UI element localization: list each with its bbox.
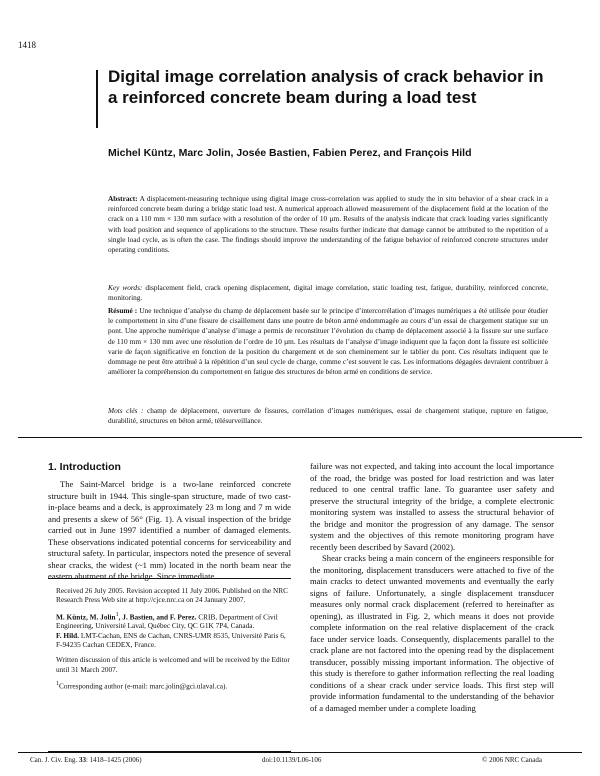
footer-divider [18,752,582,753]
paper-title: Digital image correlation analysis of crack behavior in a reinforced concrete beam during a load test [108,67,544,107]
received-note: Received 26 July 2005. Revision accepted 11 July 2006. Published on the NRC Research Press Web site at http://cjce.nrc.ca on 24 January 2007. [56,586,288,605]
affiliation-1-names: M. Küntz, M. Jolin [56,612,116,622]
body-column-left [48,479,291,583]
keywords-text: displacement field, crack opening displacement, digital image correlation, static loading test, fatigue, durability, reinforced concrete, monitoring. [108,283,548,303]
keywords [108,283,548,303]
section-heading: 1. Introduction [48,461,121,473]
mots-cles [108,406,548,426]
corresponding-text: Corresponding author (e-mail: marc.jolin@gci.ulaval.ca). [59,681,228,691]
resume-label: Résumé : [108,306,138,315]
resume-text: Une technique d’analyse du champ de déplacement basée sur le principe d’intercorrélation d’images numériques a été utilisée pour étudier le comportement in situ d’une fissure de cisaillement dans une poutre de béton armé endommagée au cours d’un essai de chargement statique sur un pont. Une approche numérique d’analyse d’image a permis de reconstituer l’évolution du champ de déplacement associé à la fissure sur une surface de 110 mm × 130 mm avec une résolution de l’ordre de 10 µm. Les résultats de l’analyse d’image indiquent que la façon dont la fissure est sollicitée varie de façon significative en fonction de la position du chargement et de son cheminement sur le tablier du pont. Ces résultats indiquent que le dommage ne peut être attribué à la répétition d’un seul cycle de charge, comme c’est souvent le cas. Les informations dégagées devraient contribuer à améliorer la compréhension du comportement en fatigue des structures de béton armé en conditions de service. [108,306,548,377]
keywords-label: Key words: [108,283,143,292]
body-column-right [310,461,554,714]
footnote-box [48,578,291,752]
abstract-text: A displacement-measuring technique using digital image cross-correlation was applied to study the in situ behavior of a shear crack in a reinforced concrete beam during a bridge static load test. A numerical approach allowed measurement of the displacement field at the location of the crack on a 110 mm × 130 mm surface with a resolution of the order of 10 µm. Results of the analysis indicate that crack loading varies significantly with load position and sequence of applications to the structure. These results further indicate that damage cannot be attributed to the repetition of a single load cycle, as is often the case. The findings should improve the understanding of the fatigue behavior of reinforced concrete structures under operating conditions. [108,194,548,255]
footer-journal [30,756,142,764]
journal-pages: : 1418–1425 (2006) [85,756,142,764]
paragraph: Shear cracks being a main concern of the engineers responsible for the monitoring, displacement transducers were attached to five of the main cracks to detect unwanted movements and eventually the early signs of failure. Unfortunately, a single displacement transducer measures only normal crack displacement (referred to hereinafter as opening), as illustrated in Fig. 2, which means it does not provide complete information on the real relative displacement of the crack face under service loads. Consequently, displacements parallel to the crack plane are not factored into the opening read by the displacement transducer, possibly missing important information. The objective of this study is therefore to gather information reflecting the real loading conditions of a shear crack under service loads. This first step will provide information fundamental to the understanding of the behavior of a damaged member under a complete loading [310,553,554,713]
affiliation-1-names-cont: , J. Bastien, and F. Perez. [118,612,197,622]
footer-copyright: © 2006 NRC Canada [482,756,542,764]
abstract-label: Abstract: [108,194,138,203]
affiliation-2 [56,631,291,650]
affiliation-1-text: CRIB, Department of Civil Engineering, Université Laval, Québec City, QC G1K 7P4, Canada. [56,612,278,631]
affiliation-1-sup: 1 [115,611,119,618]
affiliation-2-text: LMT-Cachan, ENS de Cachan, CNRS-UMR 8535, Université Paris 6, F-94235 Cachan CEDEX, France. [56,630,286,649]
mots-cles-label: Mots clés : [108,406,144,415]
affiliation-2-names: F. Hild. [56,630,80,640]
corresponding-author [56,680,291,691]
footer-doi: doi:10.1139/L06-106 [262,756,322,764]
section-divider [18,437,582,438]
discussion-note: Written discussion of this article is welcomed and will be received by the Editor until 31 March 2007. [56,655,290,674]
author-list: Michel Küntz, Marc Jolin, Josée Bastien, Fabien Perez, and François Hild [108,147,472,159]
journal-volume: 33 [78,756,86,764]
paragraph: The Saint-Marcel bridge is a two-lane reinforced concrete structure built in 1944. This single-span structure, made of two cast-in-place beams and a deck, is approximately 23 m long and 7 m wide and presents a skew of 56° (Fig. 1). A visual inspection of the bridge carried out in June 1997 identified a number of damaged elements. These observations indicated potential concerns for serviceability and structural safety. In particular, inspectors noted the presence of several shear cracks, the widest (~1 mm) located in the north beam near the eastern abutment of the bridge. Since immediate [48,479,291,581]
mots-cles-text: champ de déplacement, ouverture de fissures, corrélation d’images numériques, essai de chargement statique, rupture en fatigue, durabilité, structures en béton armé, télésurveillance. [108,406,548,426]
abstract [108,194,548,255]
corresponding-sup: 1 [56,680,60,687]
resume [108,306,548,377]
journal-name: Can. J. Civ. Eng. [30,756,78,764]
title-accent-bar [96,70,98,128]
page-number: 1418 [18,40,36,50]
paragraph: failure was not expected, and taking into account the local importance of the road, the bridge was posted for load restriction and was later reduced to one central traffic lane. To guarantee user safety and preserve the structural integrity of the bridge, a complete electronic monitoring system was installed to assess the structural behavior of the bridge and monitor the progression of any damage. The sensor system and the objectives of this remote monitoring program have recently been described by Savard (2002). [310,461,554,552]
affiliation-1 [56,611,291,631]
